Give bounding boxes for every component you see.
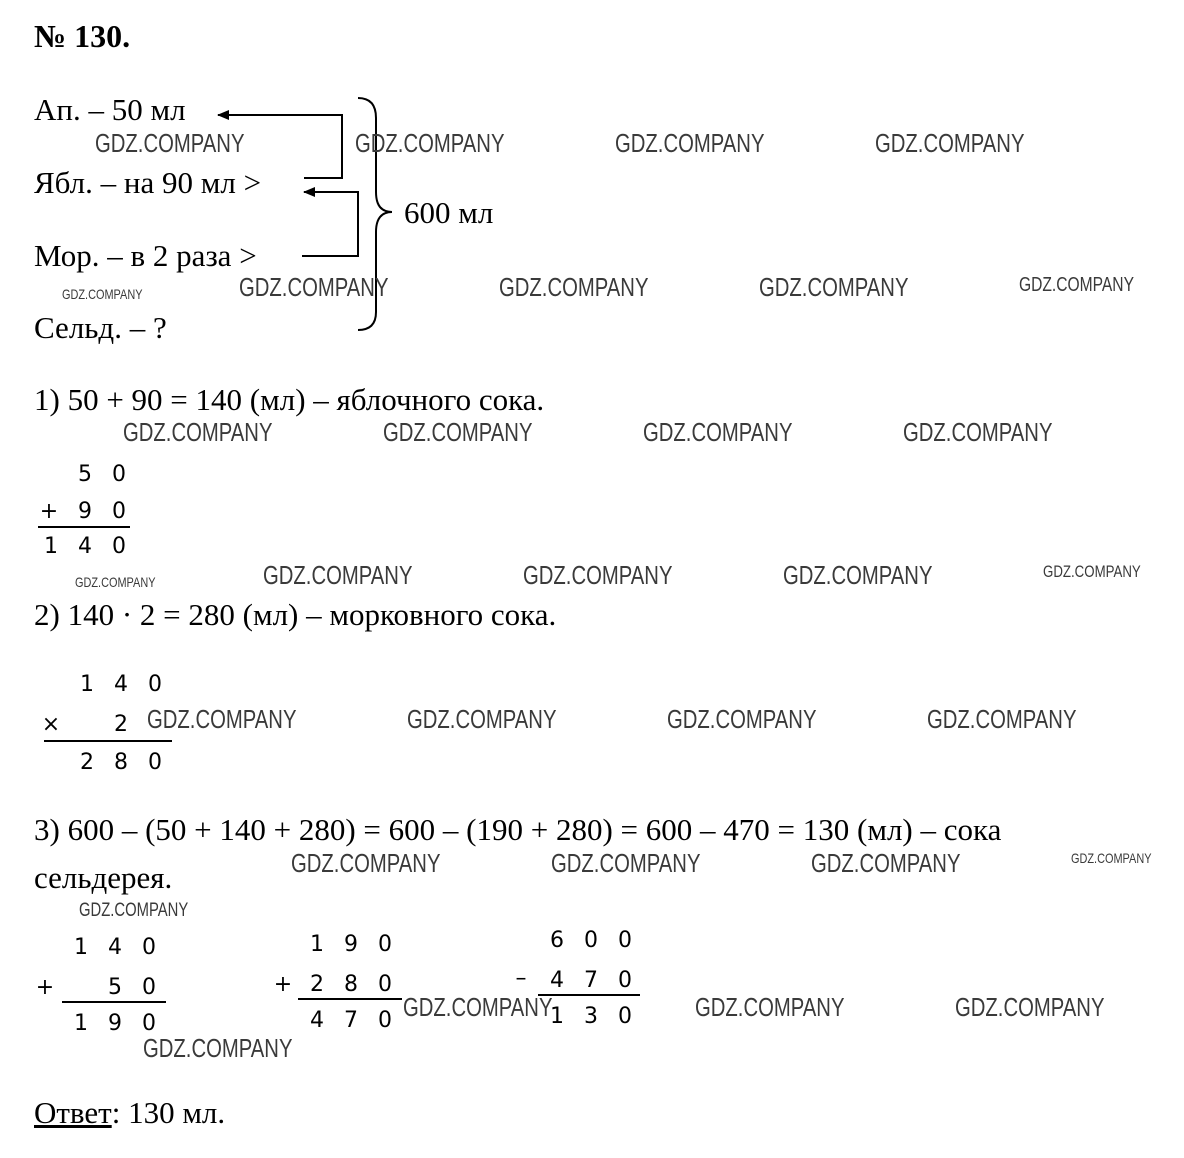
step-3-line-2: сельдерея. (34, 860, 173, 895)
c5-a-digit: 0 (618, 928, 632, 953)
c3-op: + (35, 975, 55, 1000)
c1-line (38, 526, 130, 528)
column-calc-4 (270, 932, 410, 1042)
watermark: GDZ.COMPANY (263, 560, 413, 590)
watermark: GDZ.COMPANY (143, 1033, 293, 1063)
watermark: GDZ.COMPANY (875, 128, 1025, 158)
c2-a-digit: 0 (148, 672, 162, 697)
c1-a-digit: 5 (78, 462, 92, 487)
c5-r-digit: 0 (618, 1004, 632, 1029)
watermark: GDZ.COMPANY (759, 272, 909, 302)
watermark: GDZ.COMPANY (615, 128, 765, 158)
watermark: GDZ.COMPANY (355, 128, 505, 158)
c4-op: + (273, 972, 293, 997)
watermark: GDZ.COMPANY (667, 704, 817, 734)
c2-a-digit: 1 (80, 672, 94, 697)
c3-r-digit: 0 (142, 1011, 156, 1036)
step-3-line-1: 3) 600 – (50 + 140 + 280) = 600 – (190 + 280) = 600 – 470 = 130 (мл) – сока (34, 812, 1002, 847)
scheme-row-carrot: Мор. – в 2 раза > (34, 238, 257, 273)
c4-b-digit: 0 (378, 972, 392, 997)
c2-b-digit: 2 (114, 712, 128, 737)
watermark: GDZ.COMPANY (551, 848, 701, 878)
c4-b-digit: 2 (310, 972, 324, 997)
arrow-row3-to-row2 (302, 192, 358, 256)
watermark: GDZ.COMPANY (403, 992, 553, 1022)
watermark: GDZ.COMPANY (1043, 562, 1141, 581)
c5-r-digit: 3 (584, 1004, 598, 1029)
c5-a-digit: 6 (550, 928, 564, 953)
watermark: GDZ.COMPANY (95, 128, 245, 158)
watermark: GDZ.COMPANY (291, 848, 441, 878)
watermark: GDZ.COMPANY (499, 272, 649, 302)
c4-r-digit: 0 (378, 1008, 392, 1033)
watermark: GDZ.COMPANY (79, 900, 189, 921)
c2-r-digit: 0 (148, 750, 162, 775)
c3-line (62, 1001, 166, 1003)
watermark: GDZ.COMPANY (239, 272, 389, 302)
c2-r-digit: 2 (80, 750, 94, 775)
c5-b-digit: 0 (618, 968, 632, 993)
watermark: GDZ.COMPANY (811, 848, 961, 878)
c5-b-digit: 4 (550, 968, 564, 993)
watermark: GDZ.COMPANY (695, 992, 845, 1022)
step-1: 1) 50 + 90 = 140 (мл) – яблочного сока. (34, 382, 545, 417)
scheme-row-apple-1: Ап. – 50 мл (34, 92, 186, 127)
c2-a-digit: 4 (114, 672, 128, 697)
watermark: GDZ.COMPANY (1071, 850, 1152, 866)
watermark: GDZ.COMPANY (523, 560, 673, 590)
c1-r-digit: 0 (112, 534, 126, 559)
c5-a-digit: 0 (584, 928, 598, 953)
column-calc-1 (34, 462, 144, 572)
watermark: GDZ.COMPANY (75, 574, 156, 590)
c4-a-digit: 1 (310, 932, 324, 957)
c4-r-digit: 7 (344, 1008, 358, 1033)
watermark: GDZ.COMPANY (407, 704, 557, 734)
watermark: GDZ.COMPANY (147, 704, 297, 734)
watermark: GDZ.COMPANY (903, 417, 1053, 447)
c3-a-digit: 0 (142, 935, 156, 960)
c3-r-digit: 9 (108, 1011, 122, 1036)
page-title: № 130. (34, 18, 131, 54)
watermark: GDZ.COMPANY (955, 992, 1105, 1022)
c3-r-digit: 1 (74, 1011, 88, 1036)
c1-r-digit: 4 (78, 534, 92, 559)
watermark: GDZ.COMPANY (1019, 274, 1134, 296)
column-calc-3 (34, 935, 174, 1045)
c5-r-digit: 1 (550, 1004, 564, 1029)
watermark: GDZ.COMPANY (123, 417, 273, 447)
scheme-row-celery: Сельд. – ? (34, 310, 167, 345)
watermark: GDZ.COMPANY (783, 560, 933, 590)
scheme-arrows (0, 0, 1184, 360)
c1-a-digit: 0 (112, 462, 126, 487)
c1-r-digit: 1 (44, 534, 58, 559)
c5-b-digit: 7 (584, 968, 598, 993)
c4-a-digit: 9 (344, 932, 358, 957)
watermark: GDZ.COMPANY (383, 417, 533, 447)
c4-a-digit: 0 (378, 932, 392, 957)
c2-r-digit: 8 (114, 750, 128, 775)
c5-line (538, 994, 640, 996)
c2-line (44, 740, 172, 742)
c1-b-digit: 9 (78, 499, 92, 524)
c3-a-digit: 1 (74, 935, 88, 960)
answer (34, 1095, 225, 1131)
scheme-row-apple-2: Ябл. – на 90 мл > (34, 165, 262, 200)
watermark: GDZ.COMPANY (927, 704, 1077, 734)
c4-b-digit: 8 (344, 972, 358, 997)
c4-r-digit: 4 (310, 1008, 324, 1033)
scheme-total: 600 мл (404, 195, 494, 230)
answer-label: Ответ (34, 1095, 112, 1130)
c3-a-digit: 4 (108, 935, 122, 960)
c5-op: – (515, 966, 527, 991)
c1-b-digit: 0 (112, 499, 126, 524)
c1-op: + (39, 499, 59, 524)
answer-value: : 130 мл. (111, 1095, 226, 1130)
c3-b-digit: 0 (142, 975, 156, 1000)
c3-b-digit: 5 (108, 975, 122, 1000)
step-2: 2) 140 · 2 = 280 (мл) – морковного сока. (34, 597, 557, 632)
c2-op: × (41, 712, 61, 737)
c4-line (298, 998, 402, 1000)
watermark: GDZ.COMPANY (62, 286, 143, 302)
watermark: GDZ.COMPANY (643, 417, 793, 447)
